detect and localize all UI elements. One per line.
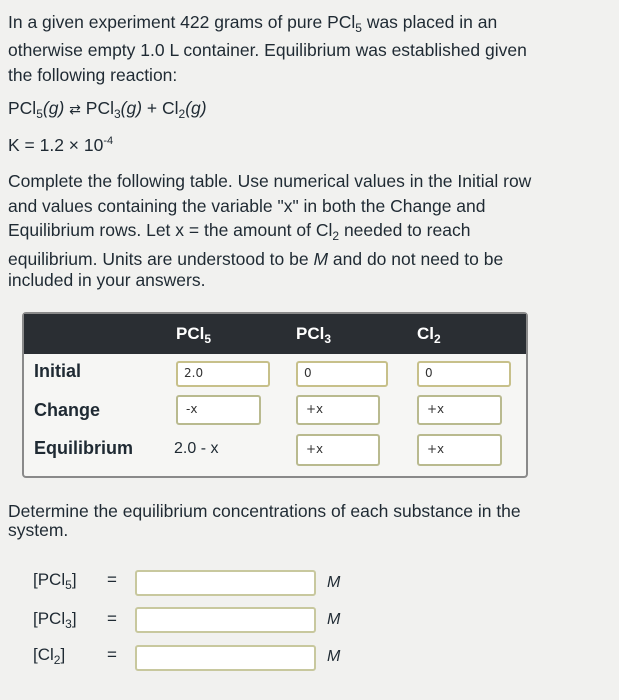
equilibrium-pcl3-input[interactable]: +x (296, 434, 380, 466)
answer-label-pcl5: [PCl$_5$] (33, 570, 77, 592)
header-cl2: $Cl_2$ (417, 324, 441, 346)
answer-label-cl2: $[Cl_2]$ (33, 645, 66, 667)
reaction-equation: PCl$_5$(g) ⇄ $PCl_3(g) + Cl_2(g)$ (8, 98, 207, 121)
instructions-line-2: and values containing the variable "x" in both the Change and (8, 196, 486, 216)
answer-unit-pcl3: M (327, 611, 341, 628)
answer-unit-cl2: M (327, 648, 341, 665)
answer-unit-pcl5: M (327, 574, 341, 591)
intro-line-3: the following reaction: (8, 65, 178, 85)
equilibrium-constant: $K = 1.2 \times 10^{-4}$ (8, 135, 114, 155)
answer-input-pcl5[interactable] (135, 570, 316, 596)
instructions-line-4: equilibrium. Units are understood to be M and do not need to be (8, 249, 504, 269)
answer-equals-pcl3: = (107, 609, 117, 628)
instructions-line-5: included in your answers. (8, 270, 206, 290)
instructions-line-3: Equilibrium rows. Let x = the amount of $Cl_2$ needed to reach (8, 220, 471, 243)
row-label-change: Change (34, 400, 101, 420)
change-pcl3-input[interactable]: +x (296, 395, 380, 425)
answer-label-pcl3: [PCl$_3$] (33, 609, 77, 631)
ice-table (22, 312, 528, 478)
answer-equals-cl2: = (107, 645, 117, 664)
row-label-initial: Initial (34, 361, 82, 381)
equilibrium-arrow-icon: ⇄ (69, 101, 81, 117)
answer-input-pcl3[interactable] (135, 607, 316, 633)
determine-line-1: Determine the equilibrium concentrations of each substance in the (8, 501, 521, 521)
equilibrium-cl2-input[interactable]: +x (417, 434, 502, 466)
intro-line-2: otherwise empty 1.0 L container. Equilibrium was established given (8, 40, 527, 60)
change-pcl5-input[interactable]: -x (176, 395, 261, 425)
header-pcl3: PCl$_3$ (296, 324, 332, 346)
initial-pcl3-input[interactable]: 0 (296, 361, 388, 387)
header-pcl5: PCl$_5$ (176, 324, 212, 346)
initial-pcl5-input[interactable]: 2.0 (176, 361, 270, 387)
change-cl2-input[interactable]: +x (417, 395, 502, 425)
intro-line-1: In a given experiment 422 grams of pure PCl$_5$ was placed in an (8, 12, 498, 35)
answer-input-cl2[interactable] (135, 645, 316, 671)
initial-cl2-input[interactable]: 0 (417, 361, 511, 387)
row-label-equilibrium: Equilibrium (34, 438, 133, 458)
determine-line-2: system. (8, 520, 69, 540)
equilibrium-pcl5-value: 2.0 - x (174, 440, 219, 457)
answer-equals-pcl5: = (107, 570, 117, 589)
table-header (24, 314, 526, 354)
instructions-line-1: Complete the following table. Use numerical values in the Initial row (8, 171, 532, 191)
